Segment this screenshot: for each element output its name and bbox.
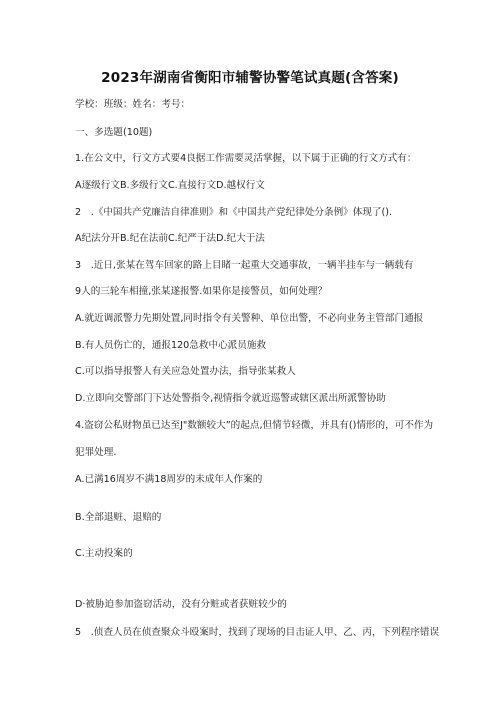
question-3-option-b: B.有人员伤亡的，通报120急救中心派员施救 bbox=[75, 340, 267, 351]
exam-title: 2023年湖南省衡阳市辅警协警笔试真题(含答案) bbox=[101, 70, 399, 86]
question-1-stem: 1.在公文中，行文方式要4良据工作需要灵活掌握，以下属于正确的行文方式有： bbox=[75, 153, 417, 164]
question-4-stem-line-2: 犯罪处理. bbox=[75, 447, 117, 458]
question-4-option-d: D·被胁迫参加盗窃活动，没有分赃或者获赃较少的 bbox=[75, 599, 287, 610]
question-3-option-c: C.可以指导报警人有关应急处置办法，指导张某救人 bbox=[75, 366, 296, 377]
student-info-line: 学校：班级：姓名：考号： bbox=[75, 99, 191, 110]
question-3-option-a: A.就近调派警力先期处置,同时指令有关警种、单位出警，不必向业务主管部门通报 bbox=[75, 313, 424, 324]
question-5-stem: 5 .侦查人员在侦查聚众斗殴案时，找到了现场的目击证人甲、乙、丙，下列程序错误 bbox=[75, 627, 440, 638]
question-4-option-a: A.已满16周岁不满18周岁的未成年人作案的 bbox=[75, 474, 263, 485]
question-2-stem: 2 .《中国共产党廉洁自律准则》和《中国共产党纪律处分条例》体现了(). bbox=[75, 207, 393, 218]
question-3-option-d: D.立即向交警部门下达处警指令,视情指令就近巡警或辖区派出所派警协助 bbox=[75, 393, 386, 404]
question-4-stem-line-1: 4.盗窃公私财物虽已达至J"数额较大”的起点,但情节轻微，并具有()情形的，可不作为 bbox=[75, 420, 434, 431]
question-1-options: A逐级行文B.多级行文C.直接行文D.越权行文 bbox=[75, 180, 265, 191]
question-3-stem-line-1: 3 .近日,张某在驾车回家的路上目睹一起重大交通事故，一辆半挂车与一辆载有 bbox=[75, 260, 414, 271]
question-4-option-b: B.全部退赃、退赔的 bbox=[75, 512, 162, 523]
section-heading: 一、多选题(10题) bbox=[75, 127, 153, 138]
question-4-option-c: C.主动投案的 bbox=[75, 548, 133, 559]
question-3-stem-line-2: 9人的三轮车相撞,张某遂报警.如果你是接警员，如何处理？ bbox=[75, 286, 328, 297]
question-2-options: A纪法分开B.纪在法前C.纪严于法D.纪大于法 bbox=[75, 233, 265, 244]
